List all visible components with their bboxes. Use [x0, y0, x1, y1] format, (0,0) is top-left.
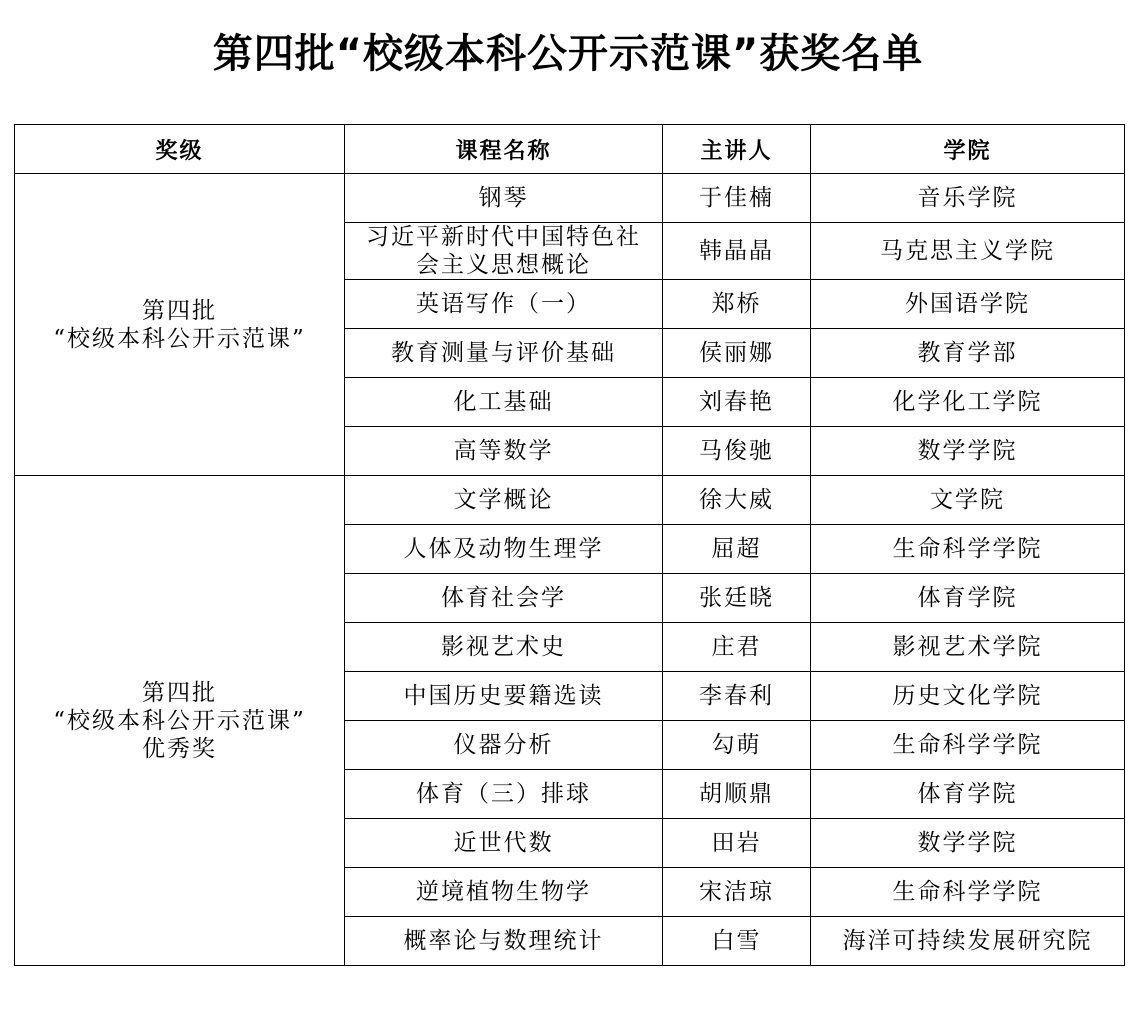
course-name-cell: 人体及动物生理学	[345, 525, 663, 574]
lecturer-cell: 屈超	[663, 525, 811, 574]
award-level-cell	[15, 476, 345, 966]
lecturer-cell: 宋洁琼	[663, 868, 811, 917]
college-cell: 影视艺术学院	[811, 623, 1125, 672]
lecturer-cell: 韩晶晶	[663, 223, 811, 280]
header-college: 学院	[811, 125, 1125, 174]
college-cell: 体育学院	[811, 770, 1125, 819]
course-name-cell: 文学概论	[345, 476, 663, 525]
college-cell: 化学化工学院	[811, 378, 1125, 427]
course-name-cell: 概率论与数理统计	[345, 917, 663, 966]
award-list-table	[14, 124, 1125, 966]
college-cell: 体育学院	[811, 574, 1125, 623]
award-level-line: “校级本科公开示范课”	[53, 707, 306, 734]
course-name-cell: 近世代数	[345, 819, 663, 868]
lecturer-cell: 马俊驰	[663, 427, 811, 476]
course-name-cell: 体育社会学	[345, 574, 663, 623]
course-name-cell	[345, 223, 663, 280]
course-name-cell: 钢琴	[345, 174, 663, 223]
lecturer-cell: 白雪	[663, 917, 811, 966]
lecturer-cell: 李春利	[663, 672, 811, 721]
college-cell: 生命科学学院	[811, 868, 1125, 917]
course-name-cell: 英语写作（一）	[345, 280, 663, 329]
course-name-text: 习近平新时代中国特色社会主义思想概论	[366, 224, 641, 278]
course-name-cell: 影视艺术史	[345, 623, 663, 672]
lecturer-cell: 张廷晓	[663, 574, 811, 623]
course-name-cell: 中国历史要籍选读	[345, 672, 663, 721]
header-course-name: 课程名称	[345, 125, 663, 174]
award-level-line: 第四批	[142, 297, 217, 324]
college-cell: 历史文化学院	[811, 672, 1125, 721]
header-lecturer: 主讲人	[663, 125, 811, 174]
course-name-cell: 逆境植物生物学	[345, 868, 663, 917]
course-name-cell: 体育（三）排球	[345, 770, 663, 819]
award-level-line: 优秀奖	[142, 735, 217, 762]
course-name-cell: 仪器分析	[345, 721, 663, 770]
college-cell: 文学院	[811, 476, 1125, 525]
college-cell: 教育学部	[811, 329, 1125, 378]
college-cell: 生命科学学院	[811, 721, 1125, 770]
college-cell: 海洋可持续发展研究院	[811, 917, 1125, 966]
document-title: 第四批“校级本科公开示范课”获奖名单	[212, 31, 924, 77]
lecturer-cell: 徐大威	[663, 476, 811, 525]
course-name-cell: 教育测量与评价基础	[345, 329, 663, 378]
lecturer-cell: 胡顺鼎	[663, 770, 811, 819]
lecturer-cell: 于佳楠	[663, 174, 811, 223]
award-level-cell	[15, 174, 345, 476]
college-cell: 生命科学学院	[811, 525, 1125, 574]
header-award-level: 奖级	[15, 125, 345, 174]
award-level-line: 第四批	[142, 679, 217, 706]
lecturer-cell: 侯丽娜	[663, 329, 811, 378]
lecturer-cell: 郑桥	[663, 280, 811, 329]
college-cell: 音乐学院	[811, 174, 1125, 223]
table-row	[15, 174, 1125, 223]
award-level-line: “校级本科公开示范课”	[53, 325, 306, 352]
table-header-row	[15, 125, 1125, 174]
course-name-cell: 化工基础	[345, 378, 663, 427]
lecturer-cell: 庄君	[663, 623, 811, 672]
lecturer-cell: 勾萌	[663, 721, 811, 770]
lecturer-cell: 刘春艳	[663, 378, 811, 427]
college-cell: 外国语学院	[811, 280, 1125, 329]
college-cell: 数学学院	[811, 819, 1125, 868]
table-row	[15, 476, 1125, 525]
college-cell: 马克思主义学院	[811, 223, 1125, 280]
lecturer-cell: 田岩	[663, 819, 811, 868]
college-cell: 数学学院	[811, 427, 1125, 476]
course-name-cell: 高等数学	[345, 427, 663, 476]
